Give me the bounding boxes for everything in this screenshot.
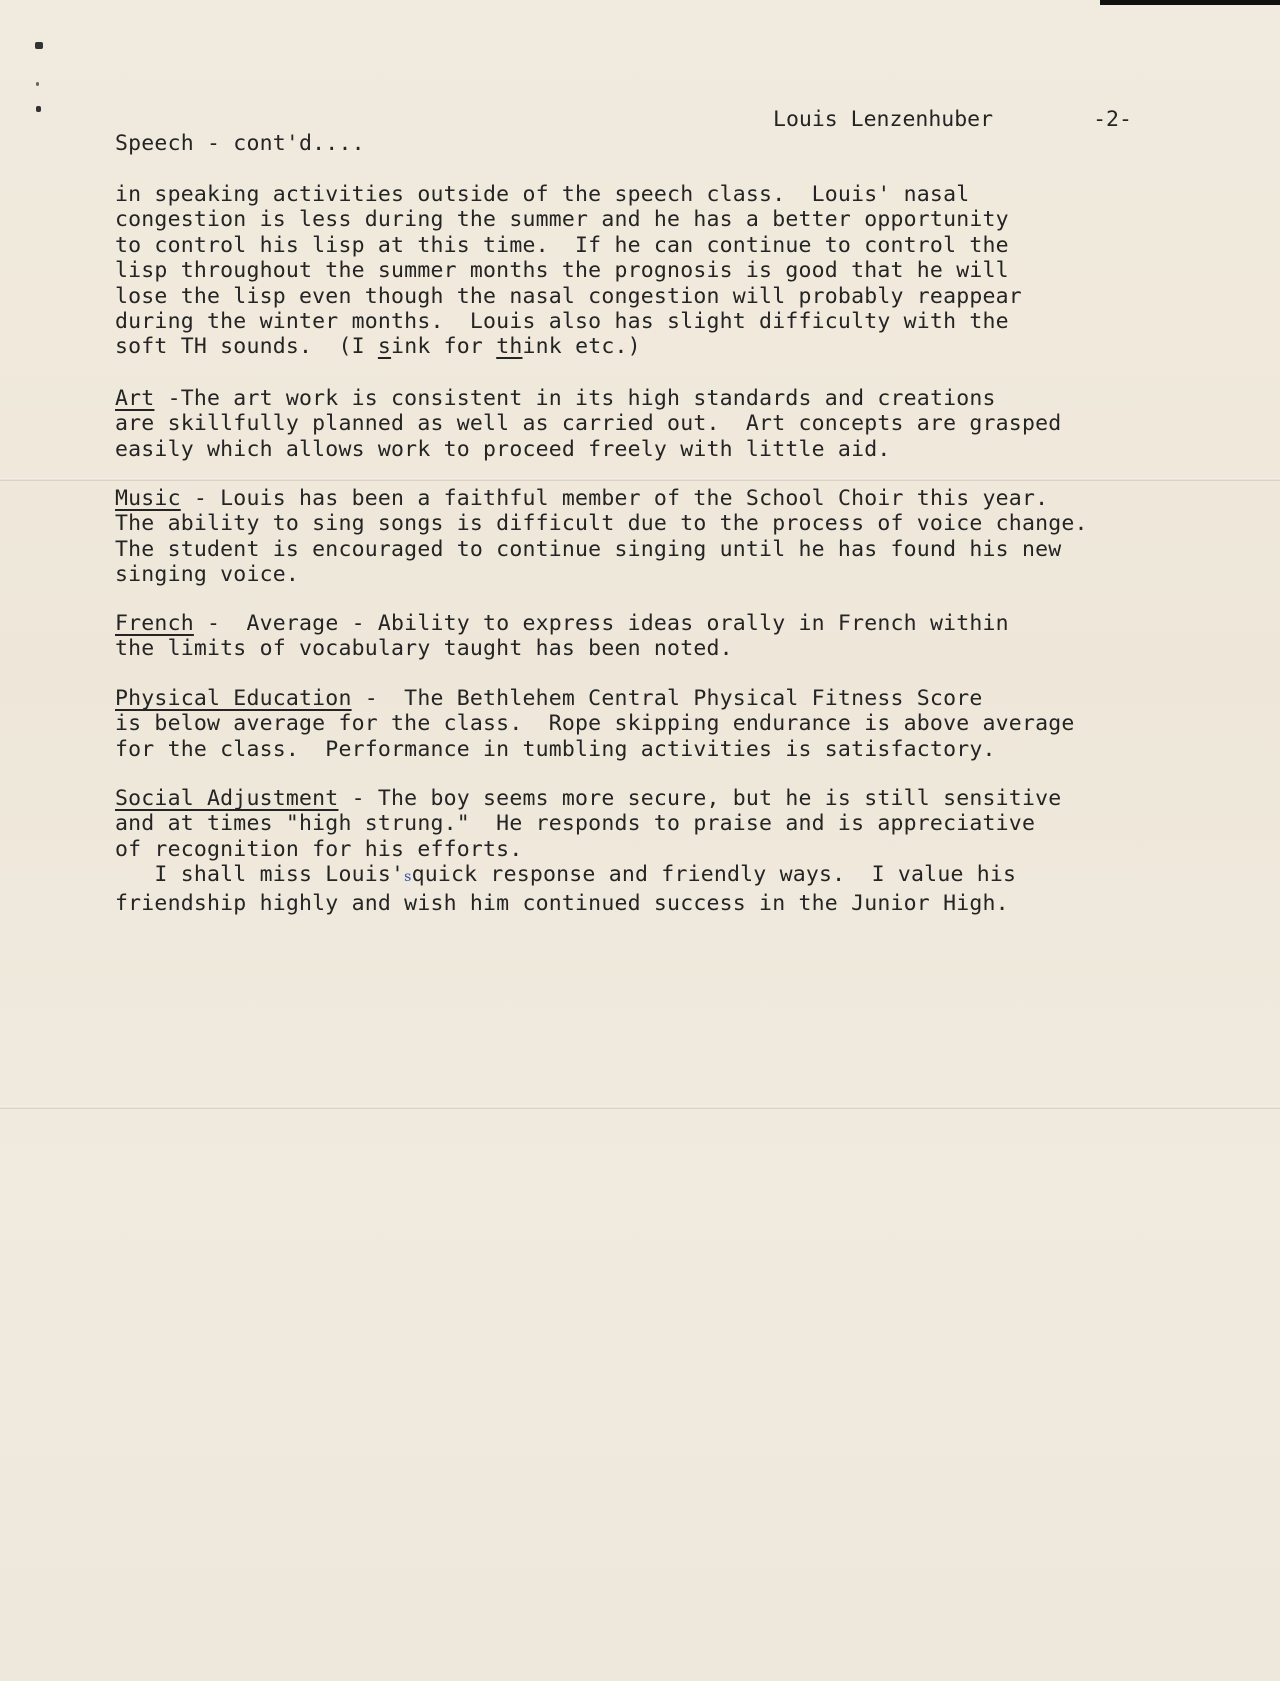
text-line: are skillfully planned as well as carried out. Art concepts are grasped	[115, 411, 1062, 437]
text-line: singing voice.	[115, 562, 300, 588]
student-name: Louis Lenzenhuber	[773, 107, 994, 132]
text-line: of recognition for his efforts.	[115, 836, 523, 862]
physical-education-section: Physical Education - The Bethlehem Central Physical Fitness Score is below average for the class. Rope skipping endurance is above average for the class. Performance in tumbling activities is satisfactory.	[115, 686, 1245, 762]
subject-label: Social Adjustment	[115, 786, 339, 811]
text-line: the limits of vocabulary taught has been noted.	[115, 636, 733, 662]
text-line: during the winter months. Louis also has slight difficulty with the	[115, 309, 1009, 335]
art-section: Art -The art work is consistent in its high standards and creations are skillfully planned as well as carried out. Art concepts are grasped easily which allows work to proceed freely with little aid.	[115, 386, 1245, 462]
page-header	[773, 107, 1132, 132]
handwritten-mark: s	[404, 869, 412, 886]
text-line: The student is encouraged to continue singing until he has found his new	[115, 536, 1062, 562]
text-line: I shall miss Louis'squick response and friendly ways. I value his	[115, 862, 1017, 888]
subject-label: Art	[115, 386, 155, 411]
social-adjustment-section: Social Adjustment - The boy seems more secure, but he is still sensitive and at times "high strung." He responds to praise and is appreciative of recognition for his efforts. I shall miss Louis'squick response and friendly ways. I value his friendship highly and wish him continued success in the Junior High.	[115, 786, 1245, 916]
text-line: to control his lisp at this time. If he can continue to control the	[115, 232, 1009, 258]
text-line: in speaking activities outside of the speech class. Louis' nasal	[115, 182, 970, 207]
subject-label: French	[115, 611, 194, 636]
speech-section	[115, 131, 1245, 156]
subject-label: Physical Education	[115, 686, 352, 711]
french-section: French - Average - Ability to express ideas orally in French within the limits of vocabulary taught has been noted.	[115, 611, 1245, 662]
page-number: -2-	[1093, 107, 1132, 132]
speech-paragraph	[115, 182, 1245, 360]
text-line: for the class. Performance in tumbling activities is satisfactory.	[115, 736, 996, 762]
paper-fold	[0, 478, 1280, 481]
scan-edge	[1100, 0, 1280, 5]
section-heading: Speech - cont'd....	[115, 131, 365, 156]
text-line: lose the lisp even though the nasal congestion will probably reappear	[115, 283, 1022, 309]
text-line: and at times "high strung." He responds to praise and is appreciative	[115, 811, 1036, 837]
text-line: easily which allows work to proceed freely with little aid.	[115, 436, 891, 462]
text-line: is below average for the class. Rope skipping endurance is above average	[115, 711, 1075, 737]
text-line: congestion is less during the summer and he has a better opportunity	[115, 207, 1009, 233]
text-line: friendship highly and wish him continued success in the Junior High.	[115, 890, 1009, 916]
staple-marks	[32, 36, 46, 116]
music-section: Music - Louis has been a faithful member of the School Choir this year. The ability to sing songs is difficult due to the process of voice change. The student is encouraged to continue singing until he has found his new singing voice.	[115, 486, 1245, 588]
text-line: soft TH sounds. (I sink for think etc.)	[115, 334, 641, 360]
text-line: The ability to sing songs is difficult due to the process of voice change.	[115, 511, 1088, 537]
subject-label: Music	[115, 486, 181, 511]
text-line: lisp throughout the summer months the prognosis is good that he will	[115, 258, 1009, 284]
paper-fold	[0, 1106, 1280, 1109]
